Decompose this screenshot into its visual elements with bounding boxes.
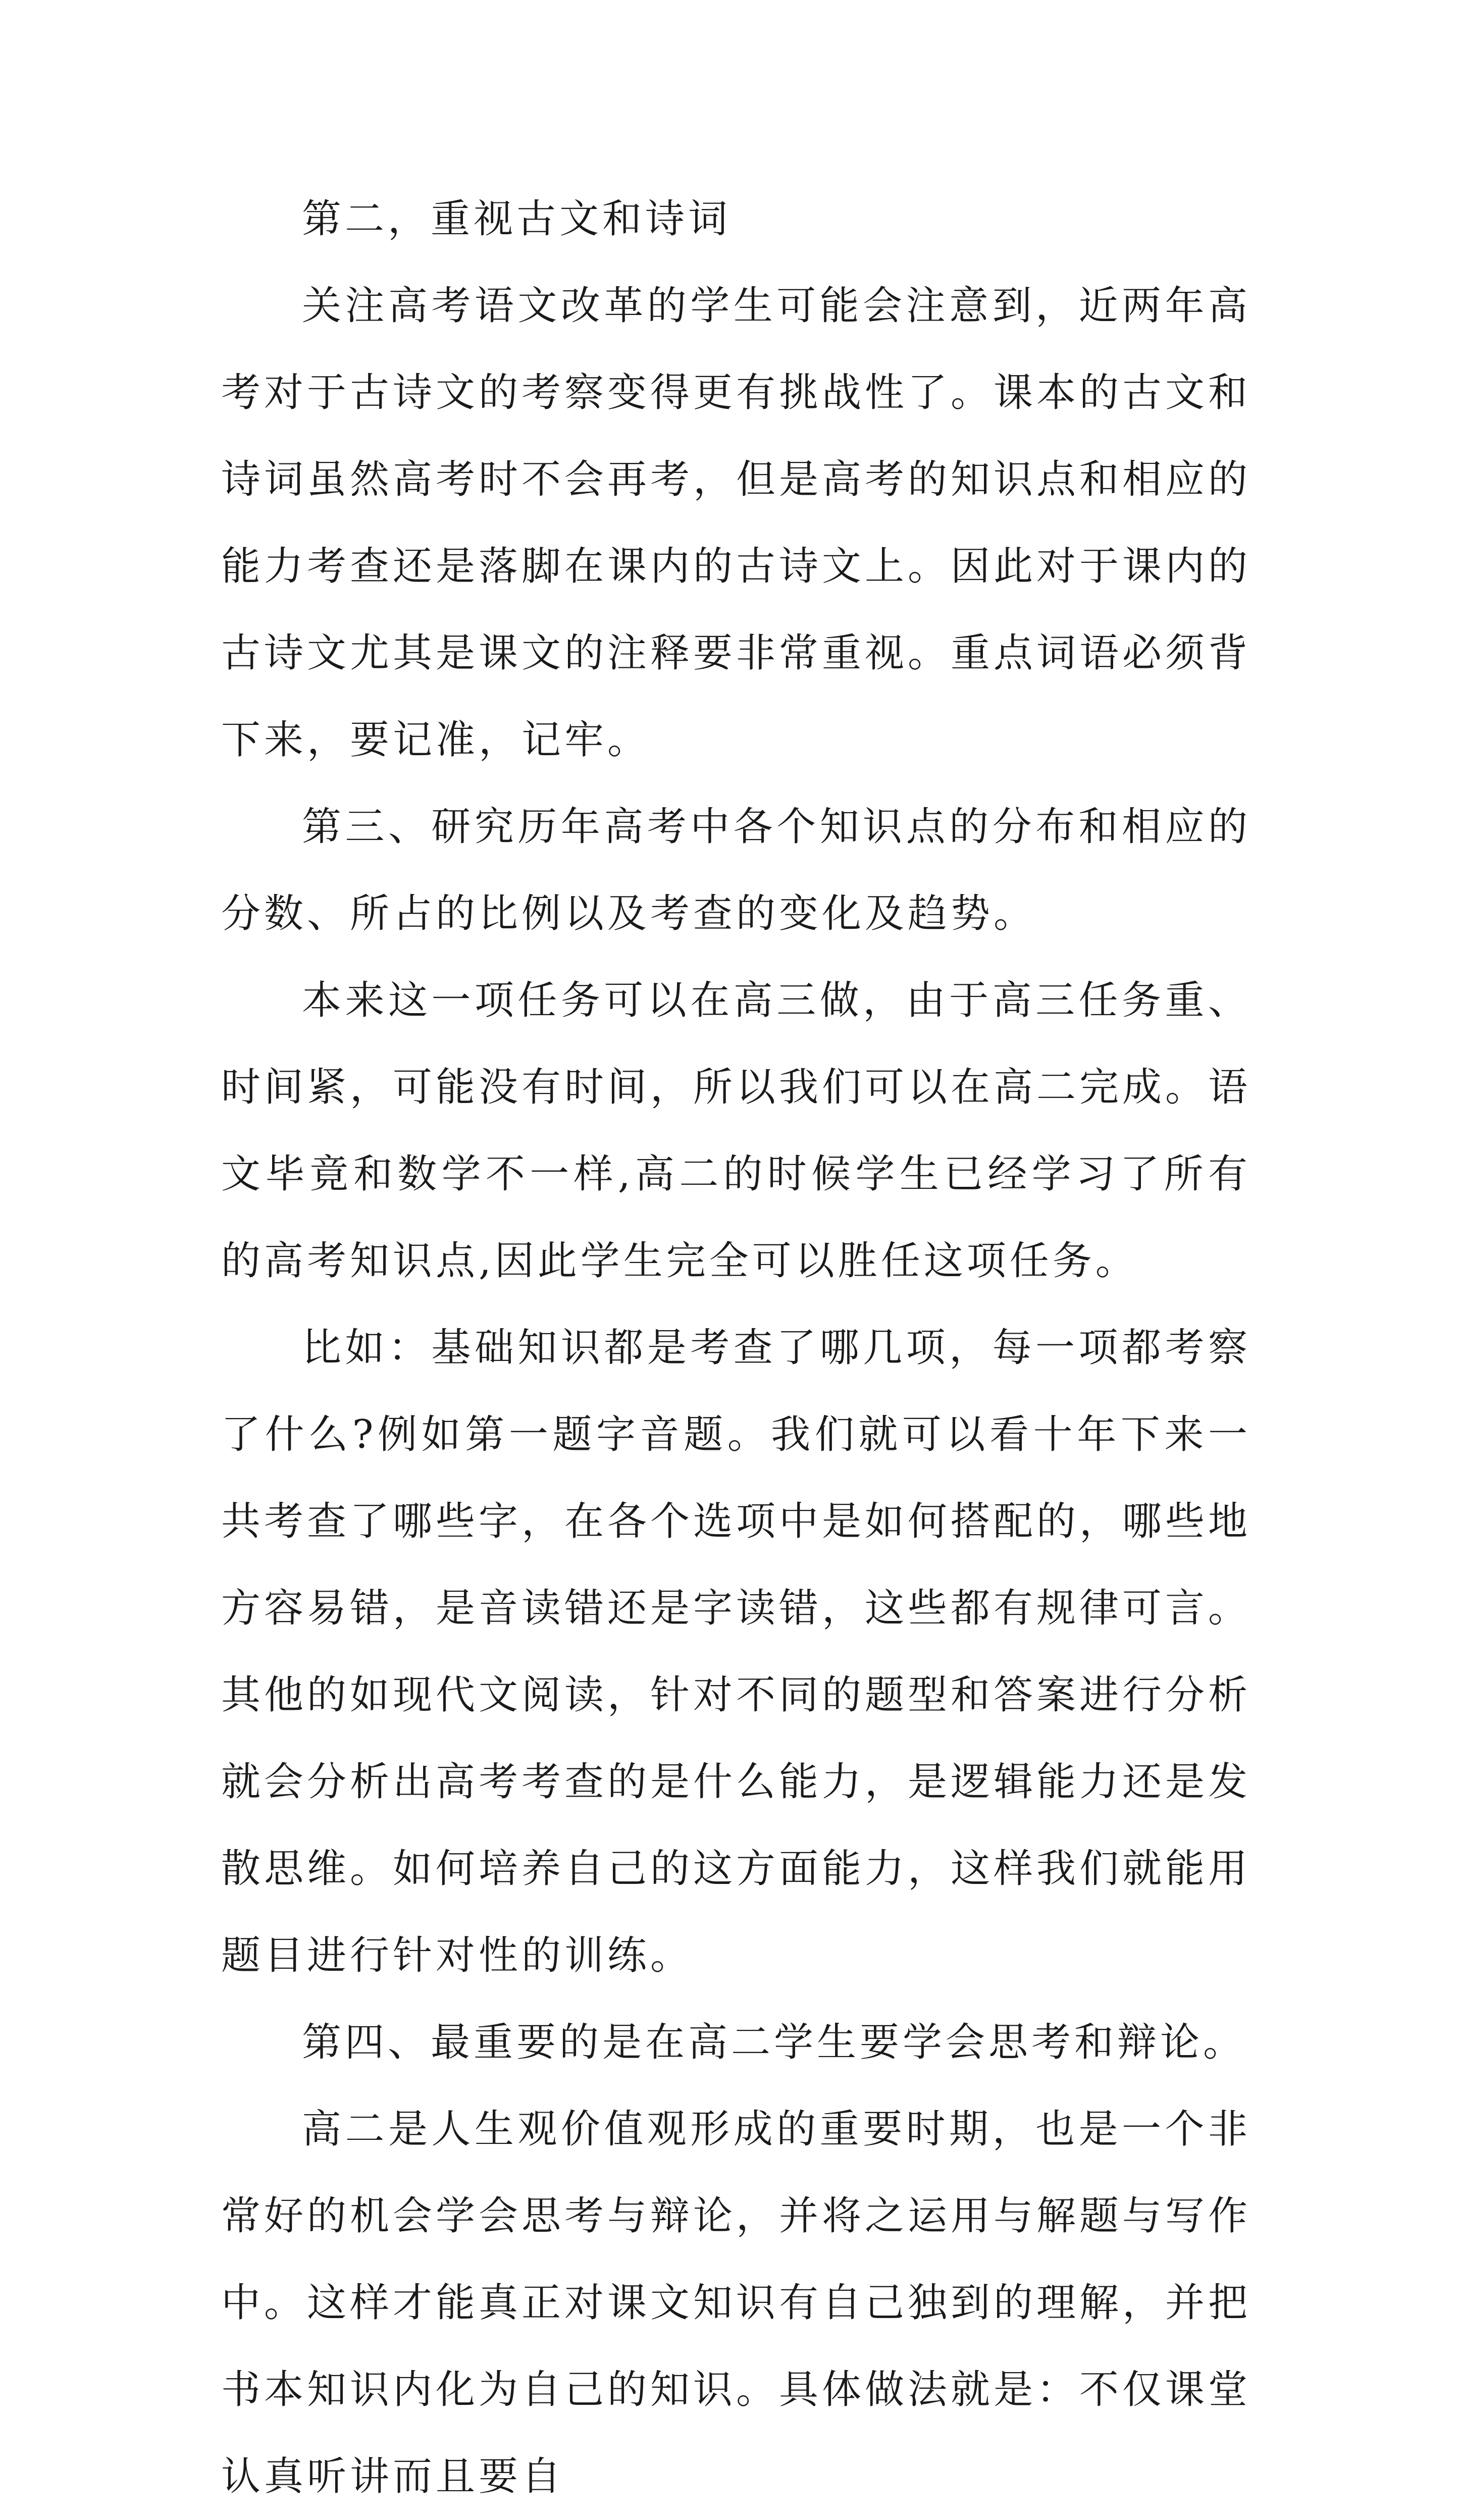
paragraph-thinking-debate: 高二是人生观价值观形成的重要时期，也是一个非常好的机会学会思考与辩论，并将之运用与解题与写作中。这样才能真正对课文知识有自己独到的理解，并把书本知识内化为自己的知识。具体做法就是：不仅课堂认真听讲而且要自 xyxy=(221,2107,1251,2499)
paragraph-classical-poetry: 关注高考语文改革的学生可能会注意到，近两年高考对于古诗文的考察变得更有挑战性了。课本的古文和诗词虽然高考时不会再考，但是高考的知识点和相应的能力考查还是落脚在课内的古诗文上。因此对于课内的古诗文尤其是课文的注释要非常重视。重点词语必须背下来，要记准，记牢。 xyxy=(221,283,1251,763)
paragraph-senior-two-task: 本来这一项任务可以在高三做，由于高三任务重、时间紧，可能没有时间，所以我们可以在高二完成。语文毕竟和数学不一样,高二的时候学生已经学习了所有的高考知识点,因此学生完全可以胜任这项任务。 xyxy=(221,978,1251,1284)
heading-second-point: 第二，重视古文和诗词 xyxy=(302,196,732,242)
paragraph-example-analysis: 比如：基础知识都是考查了哪几项，每一项都考察了什么?例如第一题字音题。我们就可以看十年下来一共考查了哪些字，在各个选项中是如何搭配的，哪些地方容易错，是音读错还是字读错，这些都有规律可言。其他的如现代文阅读，针对不同的题型和答案进行分析就会分析出高考考查的是什么能力，是逻辑能力还是发散思维。如何培养自己的这方面能力，这样我们就能用题目进行针对性的训练。 xyxy=(221,1325,1251,1978)
heading-fourth-point: 第四、最重要的是在高二学生要学会思考和辩论。 xyxy=(302,2020,1246,2065)
heading-third-point: 第三、研究历年高考中各个知识点的分布和相应的分数、所占的比例以及考查的变化及趋势。 xyxy=(221,804,1251,936)
document-body xyxy=(221,176,1251,2520)
